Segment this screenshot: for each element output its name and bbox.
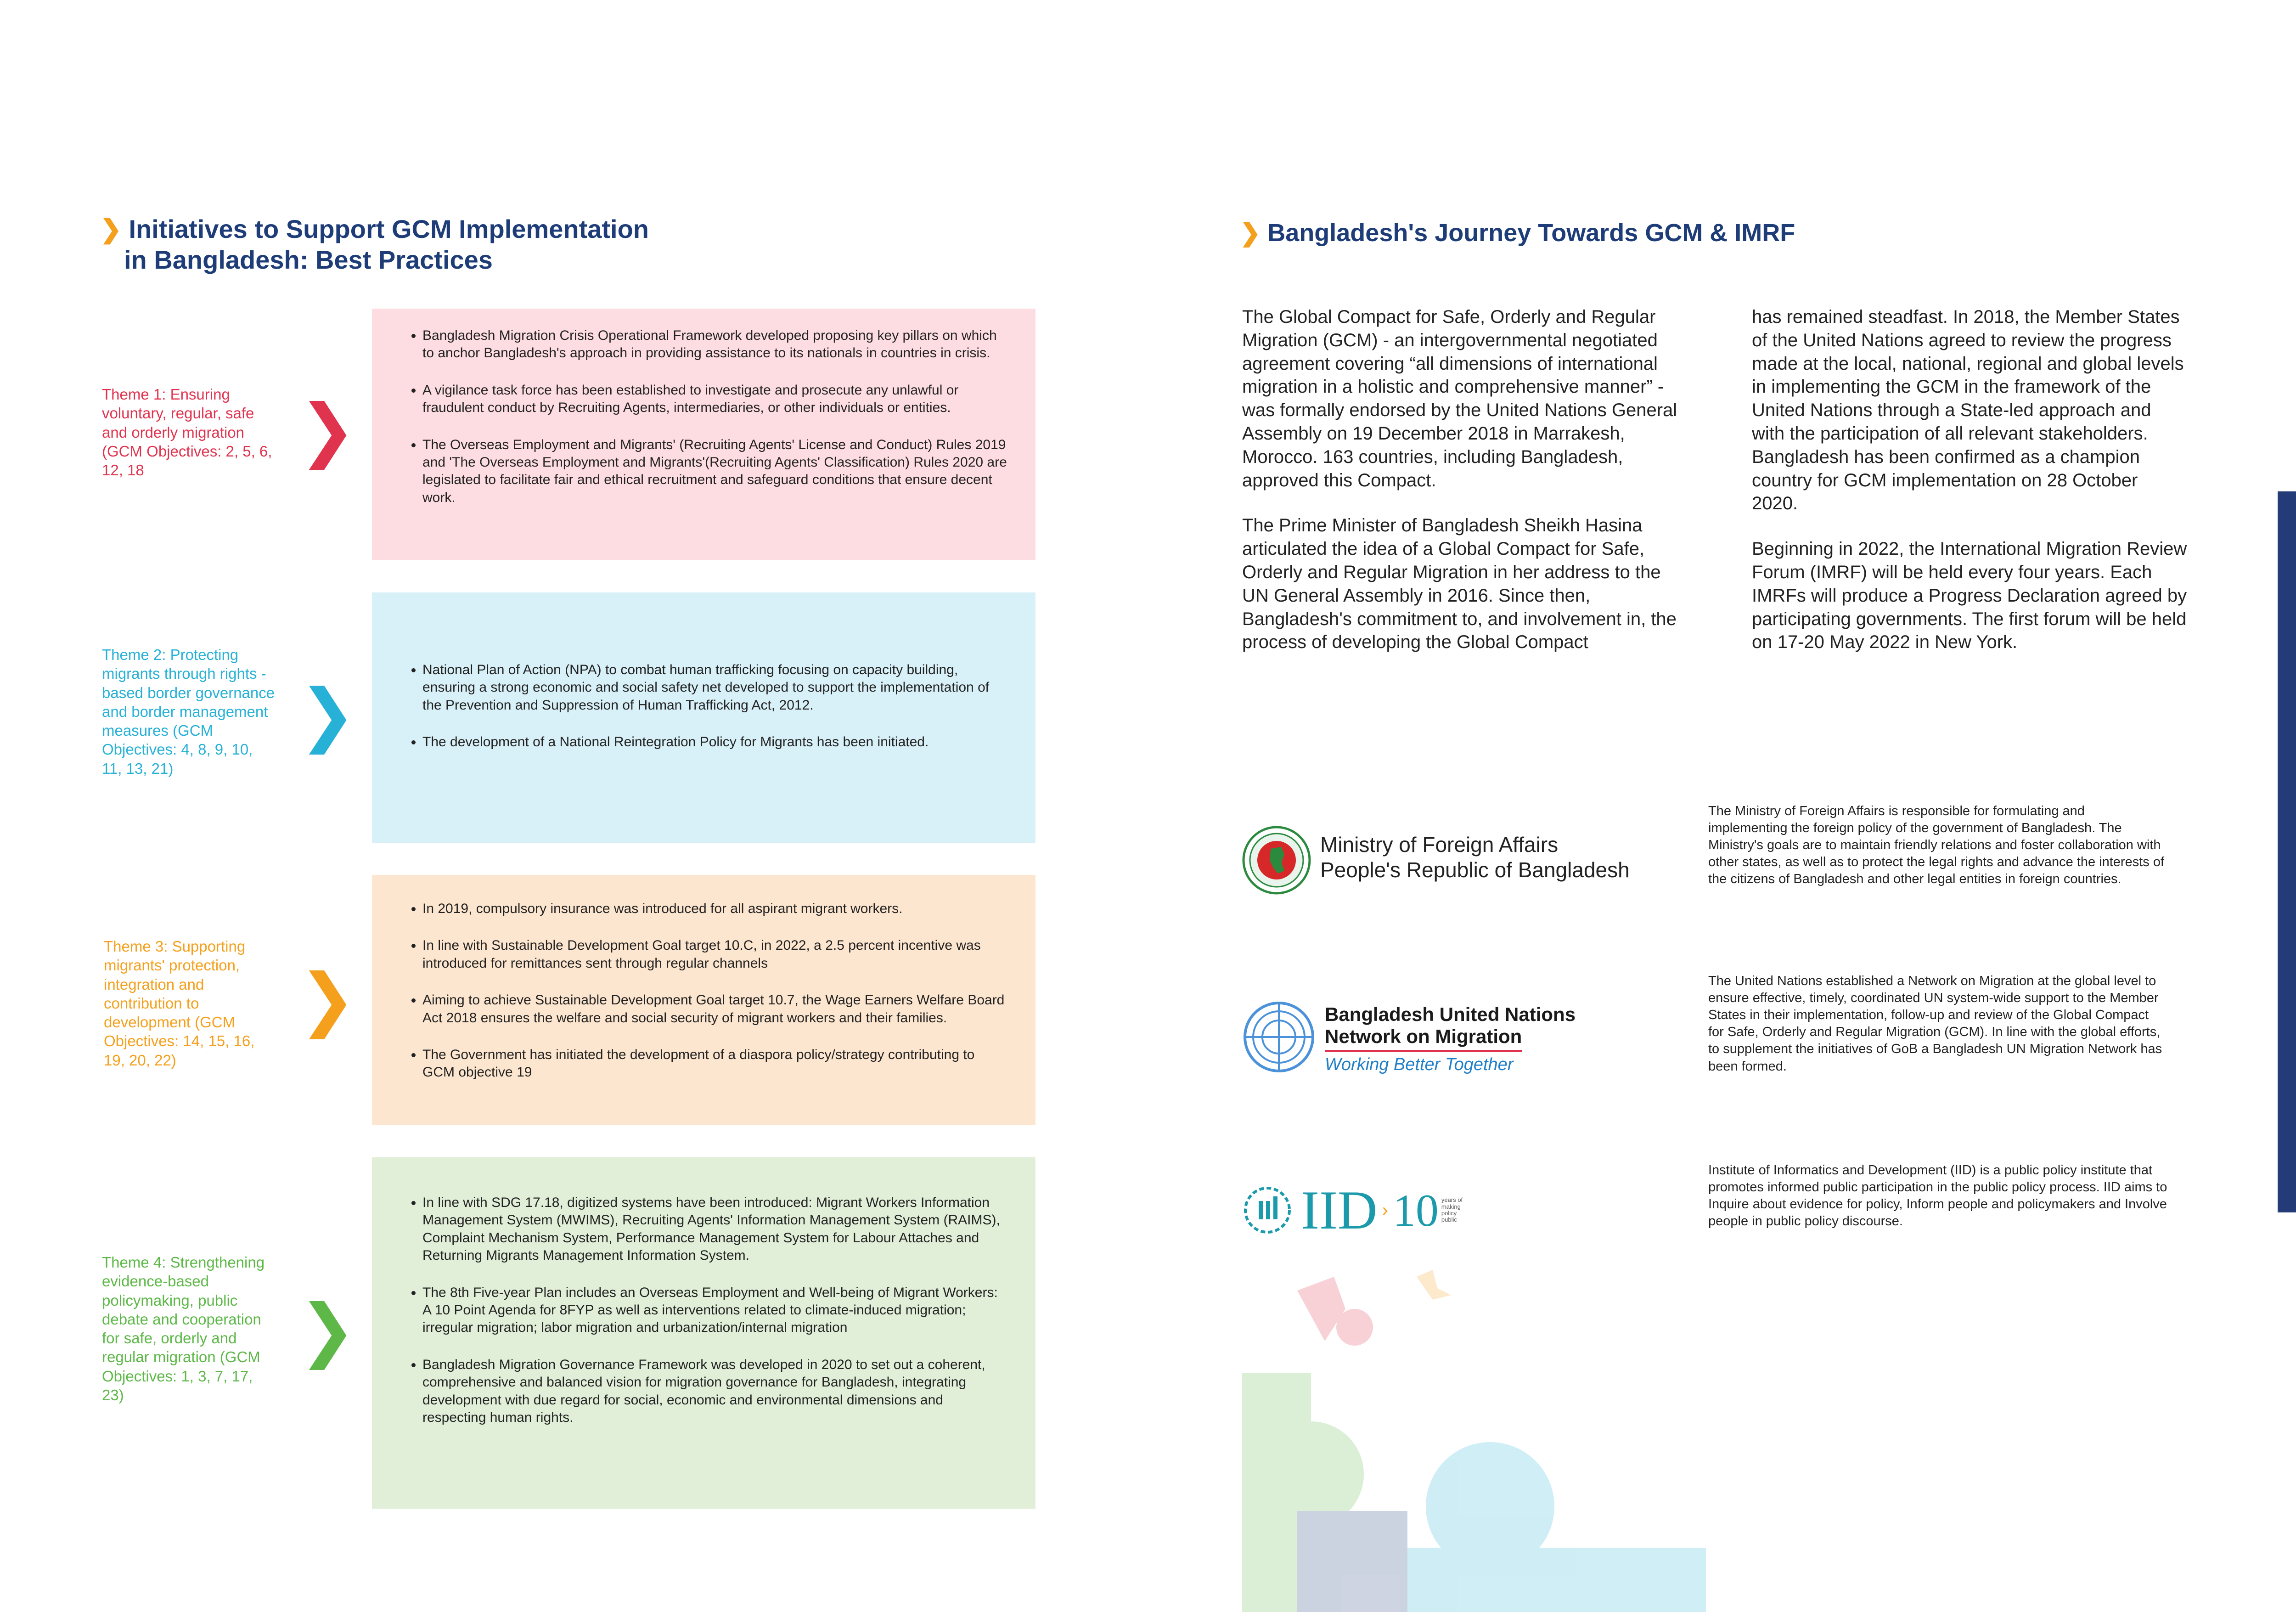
list-item: • The development of a National Reintegration Policy for Migrants has been initiated. — [422, 733, 1008, 751]
chevron-right-icon: ❯ — [298, 1291, 356, 1368]
list-item: • National Plan of Action (NPA) to combat human trafficking focusing on capacity building, ensuring a strong economic and social safety net developed to support the implementation of the Prevention and Suppression of Human Trafficking Act, 2012. — [422, 661, 1008, 714]
chevron-right-icon: ❯ — [298, 960, 356, 1037]
theme-2-label: Theme 2: Protecting migrants through rights - based border governance and border management measures (GCM Objectives: 4, 8, 9, 10, 11, 13, 21) — [102, 646, 275, 777]
list-item: • In 2019, compulsory insurance was introduced for all aspirant migrant workers. — [422, 900, 1008, 918]
list-item: • A vigilance task force has been established to investigate and prosecute any unlawful or fraudulent conduct by Recruiting Agents, intermediaries, or other individuals or entities. — [422, 382, 1008, 417]
chevron-right-icon: ❯ — [298, 391, 356, 468]
chevron-right-icon: ❯ — [1240, 219, 1261, 247]
theme-4-box — [372, 1157, 1035, 1509]
theme-1-box — [372, 309, 1035, 560]
journey-title: ❯ Bangladesh's Journey Towards GCM & IMRF — [1240, 219, 1795, 247]
panel-best-practices — [0, 0, 1139, 1611]
cover-graphic — [2278, 491, 2296, 1212]
theme-4-label: Theme 4: Strengthening evidence-based policymaking, public debate and cooperation for safe, orderly and regular migration (GCM Objectives: 1, 3, 7, 17, 23) — [102, 1254, 265, 1403]
list-item: • The 8th Five-year Plan includes an Overseas Employment and Well-being of Migrant Workers: A 10 Point Agenda for 8FYP as well as interventions related to climate-induced migration; irregular migration; labor migration and urbanization/internal migration — [422, 1284, 1008, 1337]
iid-description: Institute of Informatics and Development (IID) is a public policy institute that promotes informed public participation in the public policy process. IID aims to Inquire about evidence for policy, Inform people and policymakers and Involve people in public policy discourse. — [1708, 1163, 2167, 1229]
theme-2-box — [372, 592, 1035, 843]
un-network-description: The United Nations established a Network on Migration at the global level to ensure effective, timely, coordinated UN system-wide support to the Member States in their implementation, follow-up and review of the Global Compact for Safe, Orderly and Regular Migration (GCM). In line with the global efforts, to supplement the initiatives of GoB a Bangladesh UN Migration Network has been formed. — [1708, 974, 2162, 1074]
panel-journey — [1139, 0, 2278, 1611]
un-emblem — [1242, 1000, 1316, 1074]
list-item: • The Overseas Employment and Migrants' (Recruiting Agents' License and Conduct) Rules 2019 and 'The Overseas Employment and Migrants'(Recruiting Agents' Classification) Rules 2020 are legislated to facilitate fair and ethical recruitment and safeguard conditions that ensure decent work. — [422, 436, 1008, 507]
list-item: • Bangladesh Migration Crisis Operational Framework developed proposing key pillars on which to anchor Bangladesh's approach in providing assistance to its nationals in countries in crisis. — [422, 327, 1008, 362]
theme-3-label: Theme 3: Supporting migrants' protection, integration and contribution to development (GCM Objectives: 14, 15, 16, 19, 20, 22) — [104, 938, 255, 1069]
theme-3-box — [372, 875, 1035, 1125]
list-item: • Aiming to achieve Sustainable Development Goal target 10.7, the Wage Earners Welfare Board Act 2018 ensures the welfare and social security of migrant workers and their families. — [422, 992, 1008, 1027]
chevron-right-icon: ❯ — [100, 214, 122, 243]
un-network-name: Bangladesh United Nations Network on Migration Working Better Together — [1325, 1003, 1576, 1074]
list-item: • In line with Sustainable Development Goal target 10.C, in 2022, a 2.5 percent incentive was introduced for remittances sent through regular channels — [422, 937, 1008, 972]
panel-cover — [2278, 0, 2296, 1611]
mofa-seal — [1242, 826, 1311, 895]
chevron-right-icon: › — [1382, 1200, 1388, 1220]
chevron-right-icon: ❯ — [298, 676, 356, 753]
journey-column-2: has remained steadfast. In 2018, the Member States of the United Nations agreed to review the progress made at the local, national, regional and global levels in implementing the GCM in the framework of the United Nations through a State-led approach and with the participation of all relevant stakeholders. Bangladesh has been confirmed as a champion country for GCM implementation on 28 October 2020. Beginning in 2022, the International Migration Review Forum (IMRF) will be held every four years. Each IMRFs will produce a Progress Declaration agreed by participating governments. The first forum will be held on 17-20 May 2022 in New York. — [1752, 307, 2187, 653]
theme-1-label: Theme 1: Ensuring voluntary, regular, safe and orderly migration (GCM Objectives: 2, 5, 6, 12, 18 — [102, 386, 272, 479]
best-practices-title: ❯ Initiatives to Support GCM Implementation in Bangladesh: Best Practices — [100, 214, 649, 275]
list-item: • The Government has initiated the development of a diaspora policy/strategy contributing to GCM objective 19 — [422, 1046, 1008, 1082]
mofa-name: Ministry of Foreign Affairs People's Republic of Bangladesh — [1320, 833, 1630, 882]
list-item: • Bangladesh Migration Governance Framework was developed in 2020 to set out a coherent, comprehensive and balanced vision for migration governance for Bangladesh, integrating development with due regard for social, economic and environmental dimensions and respecting human rights. — [422, 1356, 1008, 1427]
mofa-description: The Ministry of Foreign Affairs is responsible for formulating and implementing the foreign policy of the government of Bangladesh. The Ministry's goals are to maintain friendly relations and foster collaboration with other states, as well as to protect the legal rights and advance the interests of the citizens of Bangladesh and other legal entities in foreign countries. — [1708, 804, 2165, 887]
journey-column-1: The Global Compact for Safe, Orderly and Regular Migration (GCM) - an intergovernmental negotiated agreement covering “all dimensions of international migration in a holistic and comprehensive manner” - was formally endorsed by the United Nations General Assembly on 19 December 2018 in Marrakesh, Morocco. 163 countries, including Bangladesh, approved this Compact. The Prime Minister of Bangladesh Sheikh Hasina articulated the idea of a Global Compact for Safe, Orderly and Regular Migration in her address to the UN General Assembly in 2016. Since then, Bangladesh's commitment to, and involvement in, the process of developing the Global Compact — [1242, 307, 1677, 653]
list-item: • In line with SDG 17.18, digitized systems have been introduced: Migrant Workers Information Management System (MWIMS), Recruiting Agents' Information Management System (RAIMS), Complaint Mechanism System, Performance Management System for Labour Attaches and Returning Migrants Management Information System. — [422, 1194, 1008, 1265]
iid-mark-icon — [1242, 1185, 1293, 1235]
decorative-shapes-faded — [1242, 1263, 1706, 1612]
iid-logo: IID › 10 years of making policy public — [1242, 1180, 1474, 1240]
